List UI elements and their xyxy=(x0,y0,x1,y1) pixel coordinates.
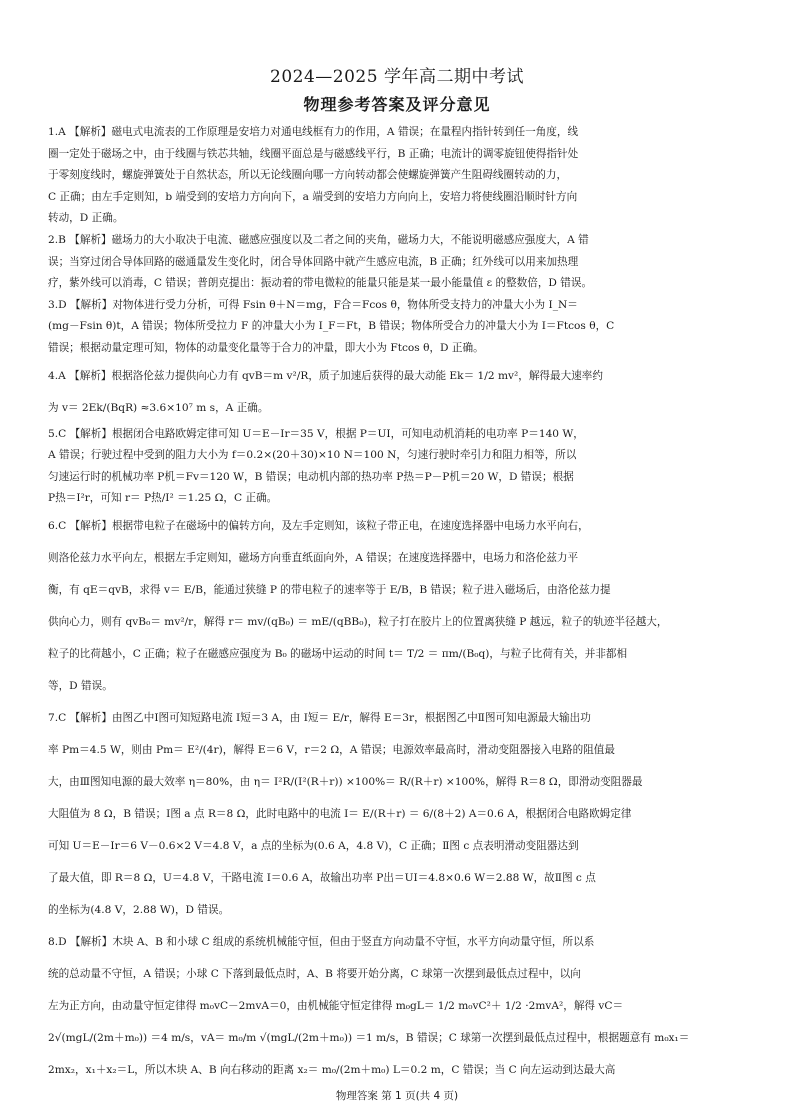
answer-item-q2 xyxy=(48,230,748,295)
answer-line: 错误；根据动量定理可知，物体的动量变化量等于合力的冲量，即大小为 Ftcos θ，D 正确。 xyxy=(48,341,484,354)
answer-line: 圈一定处于磁场之中，由于线圈与铁芯共轴，线圈平面总是与磁感线平行，B 正确；电流计的调零旋钮使得指针处 xyxy=(48,147,579,160)
page-footer: 物理答案 第 1 页(共 4 页) xyxy=(335,1090,459,1102)
answer-line: 疗，紫外线可以消毒，C 错误；普朗克提出：振动着的带电微粒的能量只能是某一最小能量值 ε 的整数倍，D 错误。 xyxy=(48,277,593,290)
answer-line: 供向心力，则有 qvB₀＝ mv²/r，解得 r＝ mv/(qB₀) ＝ mE/(qBB₀)，粒子打在胶片上的位置离狭缝 P 越远，粒子的轨迹半径越大， xyxy=(48,615,668,628)
answer-line: 8.D 【解析】木块 A、B 和小球 C 组成的系统机械能守恒，但由于竖直方向动量不守恒，水平方向动量守恒，所以系 xyxy=(48,935,595,948)
answer-item-q5 xyxy=(48,424,748,510)
answer-line: 了最大值，即 R＝8 Ω，U＝4.8 V，干路电流 I＝0.6 A，故输出功率 P出＝UI＝4.8×0.6 W＝2.88 W，故Ⅱ图 c 点 xyxy=(48,871,596,884)
answer-item-q3 xyxy=(48,295,748,360)
answer-line: 左为正方向，由动量守恒定律得 m₀vC－2mvA＝0，由机械能守恒定律得 m₀gL＝ 1/2 m₀vC²＋ 1/2 ·2mvA²，解得 vC＝ xyxy=(48,999,624,1012)
answer-line: 2√(mgL/(2m＋m₀)) ＝4 m/s，vA＝ m₀/m √(mgL/(2m＋m₀)) ＝1 m/s，B 错误；C 球第一次摆到最低点过程中，根据题意有 m₀x₁＝ xyxy=(48,1031,690,1044)
answer-item-q6 xyxy=(48,510,748,702)
answer-line: 转动，D 正确。 xyxy=(48,212,124,225)
answer-line: 大阻值为 8 Ω，B 错误；Ⅰ图 a 点 R＝8 Ω，此时电路中的电流 I＝ E/(R＋r) ＝ 6/(8＋2) A＝0.6 A，根据闭合电路欧姆定律 xyxy=(48,807,632,820)
answer-line: 粒子的比荷越小，C 正确；粒子在磁感应强度为 B₀ 的磁场中运动的时间 t＝ T/2 ＝ πm/(B₀q)，与粒子比荷有关，并非都相 xyxy=(48,647,628,660)
answer-line: 于零刻度线时，螺旋弹簧处于自然状态，所以无论线圈向哪一方向转动都会使螺旋弹簧产生阻碍线圈转动的力， xyxy=(48,169,568,182)
answer-line: 6.C 【解析】根据带电粒子在磁场中的偏转方向，及左手定则知，该粒子带正电，在速度选择器中电场力水平向右， xyxy=(48,519,589,532)
answer-item-q7 xyxy=(48,702,748,926)
answer-line: 匀速运行时的机械功率 P机＝Fv＝120 W，B 错误；电动机内部的热功率 P热＝P－P机＝20 W，D 错误；根据 xyxy=(48,470,574,483)
answer-list xyxy=(48,122,748,1086)
exam-subtitle: 物理参考答案及评分意见 xyxy=(303,95,491,114)
answer-line: 大，由Ⅲ图知电源的最大效率 η＝80%，由 η＝ I²R/(I²(R＋r)) ×100%＝ R/(R＋r) ×100%，解得 R＝8 Ω，即滑动变阻器最 xyxy=(48,775,643,788)
answer-item-q1 xyxy=(48,122,748,230)
answer-line: P热＝I²r，可知 r＝ P热/I² ＝1.25 Ω，C 正确。 xyxy=(48,492,278,505)
answer-line: 等，D 错误。 xyxy=(48,679,113,692)
answer-line: 1.A 【解析】磁电式电流表的工作原理是安培力对通电线框有力的作用，A 错误；在量程内指针转到任一角度，线 xyxy=(48,126,579,138)
answer-item-q8 xyxy=(48,926,748,1086)
answer-item-q4 xyxy=(48,360,748,424)
answer-line: 7.C 【解析】由图乙中Ⅰ图可知短路电流 I短＝3 A，由 I短＝ E/r，解得 E＝3r，根据图乙中Ⅱ图可知电源最大输出功 xyxy=(48,711,591,724)
answer-line: 衡，有 qE＝qvB，求得 v＝ E/B，能通过狭缝 P 的带电粒子的速率等于 E/B，B 错误；粒子进入磁场后，由洛伦兹力提 xyxy=(48,583,611,596)
answer-line: 4.A 【解析】根据洛伦兹力提供向心力有 qvB＝m v²/R，质子加速后获得的最大动能 Ek＝ 1/2 mv²，解得最大速率约 xyxy=(48,369,603,382)
exam-title: 2024—2025 学年高二期中考试 xyxy=(270,67,524,87)
answer-line: 为 v＝ 2Ek/(BqR) ≈3.6×10⁷ m s，A 正确。 xyxy=(48,401,269,414)
answer-line: 2mx₂，x₁＋x₂＝L，所以木块 A、B 向右移动的距离 x₂＝ m₀/(2m＋m₀) L＝0.2 m，C 错误；当 C 向左运动到达最大高 xyxy=(48,1063,616,1076)
answer-line: 统的总动量不守恒，A 错误；小球 C 下落到最低点时，A、B 将要开始分离，C 球第一次摆到最低点过程中，以向 xyxy=(48,967,581,980)
answer-line: 5.C 【解析】根据闭合电路欧姆定律可知 U＝E－Ir＝35 V，根据 P＝UI，可知电动机消耗的电功率 P＝140 W， xyxy=(48,427,584,440)
answer-line: A 错误；行驶过程中受到的阻力大小为 f＝0.2×(20＋30)×10 N＝100 N，匀速行驶时牵引力和阻力相等，所以 xyxy=(48,449,577,462)
answer-line: (mg－Fsin θ)t，A 错误；物体所受拉力 F 的冲量大小为 I_F＝Ft，B 错误；物体所受合力的冲量大小为 I＝Ftcos θ，C xyxy=(48,320,615,333)
answer-line: 则洛伦兹力水平向左，根据左手定则知，磁场方向垂直纸面向外，A 错误；在速度选择器中，电场力和洛伦兹力平 xyxy=(48,551,579,564)
answer-line: 误；当穿过闭合导体回路的磁通量发生变化时，闭合导体回路中就产生感应电流，B 正确；红外线可以用来加热理 xyxy=(48,255,579,268)
answer-line: 率 Pm＝4.5 W，则由 Pm＝ E²/(4r)，解得 E＝6 V，r＝2 Ω，A 错误；电源效率最高时，滑动变阻器接入电路的阻值最 xyxy=(48,743,615,756)
answer-line: 2.B 【解析】磁场力的大小取决于电流、磁感应强度以及二者之间的夹角，磁场力大，不能说明磁感应强度大，A 错 xyxy=(48,233,589,246)
answer-line: 的坐标为(4.8 V，2.88 W)，D 错误。 xyxy=(48,903,230,916)
answer-line: 3.D 【解析】对物体进行受力分析，可得 Fsin θ＋N＝mg，F合＝Fcos θ，物体所受支持力的冲量大小为 I_N＝ xyxy=(48,298,578,311)
answer-line: C 正确；由左手定则知，b 端受到的安培力方向向下，a 端受到的安培力方向向上，安培力将使线圈沿顺时针方向 xyxy=(48,190,578,203)
answer-line: 可知 U＝E－Ir＝6 V－0.6×2 V＝4.8 V，a 点的坐标为(0.6 A，4.8 V)，C 正确；Ⅱ图 c 点表明滑动变阻器达到 xyxy=(48,839,579,852)
